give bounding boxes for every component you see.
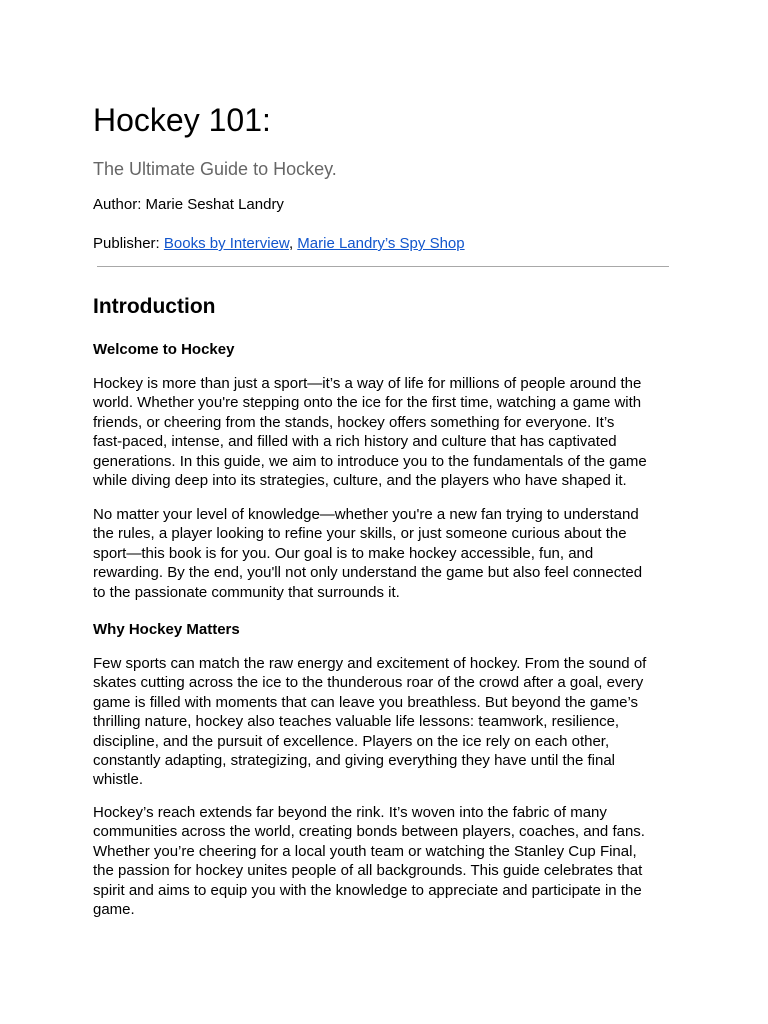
paragraph-line: discipline, and the pursuit of excellence. Players on the ice rely on each other, [93,732,610,750]
welcome-heading: Welcome to Hockey [93,341,235,358]
why-hockey-matters-heading: Why Hockey Matters [93,621,240,638]
paragraph-line: friends, or cheering from the stands, hockey offers something for everyone. It’s [93,413,615,431]
paragraph-line: constantly adapting, strategizing, and giving everything they have until the final [93,752,615,770]
introduction-heading: Introduction [93,295,216,318]
paragraph-line: the rules, a player looking to refine your skills, or just someone curious about the [93,525,627,543]
why-paragraph-2 [93,803,673,919]
paragraph-line: skates cutting across the ice to the thunderous roar of the crowd after a goal, every [93,674,644,692]
author-line: Author: Marie Seshat Landry [93,196,284,213]
paragraph-line: whistle. [93,771,144,789]
paragraph-line: thrilling nature, hockey also teaches valuable life lessons: teamwork, resilience, [93,713,620,731]
welcome-paragraph-2 [93,505,673,602]
document-subtitle: The Ultimate Guide to Hockey. [93,159,337,179]
why-paragraph-1 [93,654,673,790]
paragraph-line: sport—this book is for you. Our goal is to make hockey accessible, fun, and [93,544,594,562]
paragraph-line: the passion for hockey unites people of all backgrounds. This guide celebrates that [93,862,643,880]
publisher-separator: , [288,235,298,252]
paragraph-line: Hockey is more than just a sport—it’s a way of life for millions of people around the [93,375,642,392]
paragraph-line: No matter your level of knowledge—whether you're a new fan trying to understand [93,506,639,523]
paragraph-line: game is filled with moments that can leave you breathless. But beyond the game’s [93,693,639,711]
welcome-paragraph-1 [93,374,673,490]
paragraph-line: Hockey’s reach extends far beyond the rink. It’s woven into the fabric of many [93,804,607,821]
paragraph-line: Few sports can match the raw energy and excitement of hockey. From the sound of [93,655,647,672]
document-title: Hockey 101: [93,102,271,138]
paragraph-line: fast-paced, intense, and filled with a rich history and culture that has captivated [93,433,617,451]
paragraph-line: generations. In this guide, we aim to introduce you to the fundamentals of the game [93,452,647,470]
paragraph-line: while diving deep into its strategies, culture, and the players who have shaped it. [93,472,627,490]
publisher-link-books-by-interview[interactable]: Books by Interview [163,235,289,252]
paragraph-line: rewarding. By the end, you'll not only understand the game but also feel connected [93,564,643,582]
publisher-line [93,234,465,254]
paragraph-line: spirit and aims to equip you with the knowledge to appreciate and participate in the [93,881,642,899]
paragraph-line: communities across the world, creating bonds between players, coaches, and fans. [93,823,645,841]
publisher-link-spy-shop[interactable]: Marie Landry’s Spy Shop [297,235,465,252]
paragraph-line: to the passionate community that surrounds it. [93,583,400,601]
horizontal-divider [97,266,669,267]
paragraph-line: Whether you’re cheering for a local youth team or watching the Stanley Cup Final, [93,842,637,860]
publisher-label: Publisher: [93,235,164,252]
paragraph-line: game. [93,901,135,919]
paragraph-line: world. Whether you're stepping onto the ice for the first time, watching a game with [93,394,642,412]
